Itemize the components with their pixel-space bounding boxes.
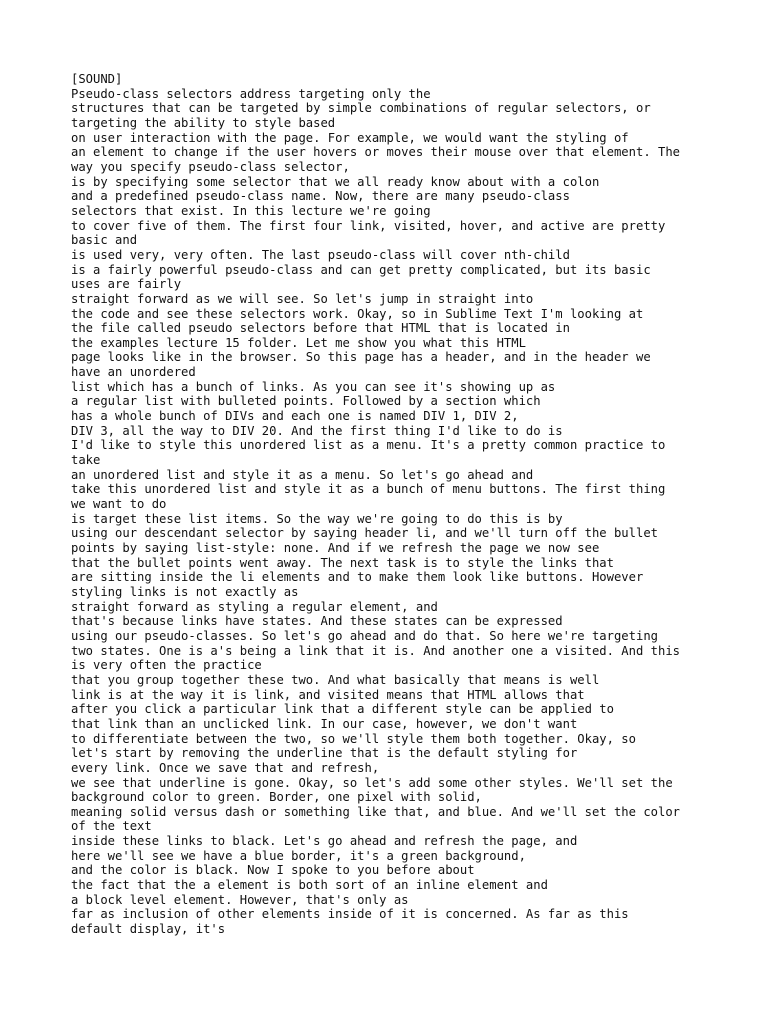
- text-line: a regular list with bulleted points. Followed by a section which: [71, 394, 541, 409]
- text-line: DIV 3, all the way to DIV 20. And the first thing I'd like to do is: [71, 423, 563, 438]
- text-line: inside these links to black. Let's go ahead and refresh the page, and: [71, 834, 578, 849]
- text-line: targeting the ability to style based: [71, 115, 336, 130]
- text-line: of the text: [71, 819, 152, 834]
- text-line: using our pseudo-classes. So let's go ahead and do that. So here we're targeting: [71, 628, 658, 643]
- text-line: are sitting inside the li elements and to make them look like buttons. However: [71, 570, 644, 585]
- text-line: an element to change if the user hovers or moves their mouse over that element. The: [71, 145, 681, 160]
- text-line: we see that underline is gone. Okay, so let's add some other styles. We'll set the: [71, 775, 673, 790]
- text-line: every link. Once we save that and refresh,: [71, 760, 380, 775]
- text-line: to differentiate between the two, so we'll style them both together. Okay, so: [71, 731, 636, 746]
- transcript-text: [71, 72, 711, 937]
- text-line: the code and see these selectors work. Okay, so in Sublime Text I'm looking at: [71, 306, 644, 321]
- text-line: basic and: [71, 233, 138, 248]
- text-line: is target these list items. So the way we're going to do this is by: [71, 511, 563, 526]
- text-line: that's because links have states. And these states can be expressed: [71, 614, 563, 629]
- text-line: using our descendant selector by saying header li, and we'll turn off the bullet: [71, 526, 658, 541]
- text-line: to cover five of them. The first four link, visited, hover, and active are pretty: [71, 218, 666, 233]
- text-line: the fact that the a element is both sort of an inline element and: [71, 878, 548, 893]
- text-line: default display, it's: [71, 922, 226, 937]
- text-line: and a predefined pseudo-class name. Now, there are many pseudo-class: [71, 189, 570, 204]
- text-line: that the bullet points went away. The next task is to style the links that: [71, 555, 614, 570]
- text-line: the examples lecture 15 folder. Let me show you what this HTML: [71, 335, 526, 350]
- text-line: is by specifying some selector that we all ready know about with a colon: [71, 174, 600, 189]
- text-line: far as inclusion of other elements inside of it is concerned. As far as this: [71, 907, 629, 922]
- text-line: page looks like in the browser. So this page has a header, and in the header we: [71, 350, 651, 365]
- text-line: link is at the way it is link, and visited means that HTML allows that: [71, 687, 585, 702]
- text-line: points by saying list-style: none. And if we refresh the page we now see: [71, 541, 600, 555]
- text-line: have an unordered: [71, 365, 196, 380]
- text-line: and the color is black. Now I spoke to you before about: [71, 863, 475, 878]
- text-line: straight forward as we will see. So let's jump in straight into: [71, 291, 534, 306]
- text-line: that link than an unclicked link. In our case, however, we don't want: [71, 716, 578, 731]
- text-line: I'd like to style this unordered list as a menu. It's a pretty common practice to: [71, 438, 666, 453]
- text-line: selectors that exist. In this lecture we're going: [71, 203, 431, 218]
- text-line: take this unordered list and style it as a bunch of menu buttons. The first thing: [71, 482, 666, 497]
- text-line: on user interaction with the page. For example, we would want the styling of: [71, 130, 629, 145]
- text-line: list which has a bunch of links. As you can see it's showing up as: [71, 379, 556, 394]
- text-line: [SOUND]: [71, 72, 123, 86]
- text-line: Pseudo-class selectors address targeting only the: [71, 86, 431, 101]
- text-line: after you click a particular link that a different style can be applied to: [71, 702, 614, 717]
- text-line: the file called pseudo selectors before that HTML that is located in: [71, 321, 570, 336]
- text-line: uses are fairly: [71, 277, 182, 292]
- text-line: background color to green. Border, one pixel with solid,: [71, 790, 482, 805]
- text-line: an unordered list and style it as a menu. So let's go ahead and: [71, 467, 534, 482]
- text-line: straight forward as styling a regular element, and: [71, 599, 438, 614]
- text-line: is very often the practice: [71, 658, 262, 673]
- text-line: two states. One is a's being a link that it is. And another one a visited. And this: [71, 643, 681, 658]
- text-line: that you group together these two. And what basically that means is well: [71, 672, 600, 687]
- text-line: meaning solid versus dash or something like that, and blue. And we'll set the color: [71, 804, 681, 819]
- text-line: a block level element. However, that's only as: [71, 892, 409, 907]
- text-line: take: [71, 453, 101, 468]
- text-line: here we'll see we have a blue border, it's a green background,: [71, 848, 526, 863]
- text-line: is used very, very often. The last pseudo-class will cover nth-child: [71, 247, 570, 262]
- text-line: styling links is not exactly as: [71, 584, 299, 599]
- text-line: we want to do: [71, 497, 167, 512]
- text-line: structures that can be targeted by simple combinations of regular selectors, or: [71, 101, 651, 116]
- text-line: let's start by removing the underline that is the default styling for: [71, 746, 578, 761]
- text-line: has a whole bunch of DIVs and each one is named DIV 1, DIV 2,: [71, 409, 519, 424]
- text-line: is a fairly powerful pseudo-class and can get pretty complicated, but its basic: [71, 262, 651, 277]
- text-line: way you specify pseudo-class selector,: [71, 159, 350, 174]
